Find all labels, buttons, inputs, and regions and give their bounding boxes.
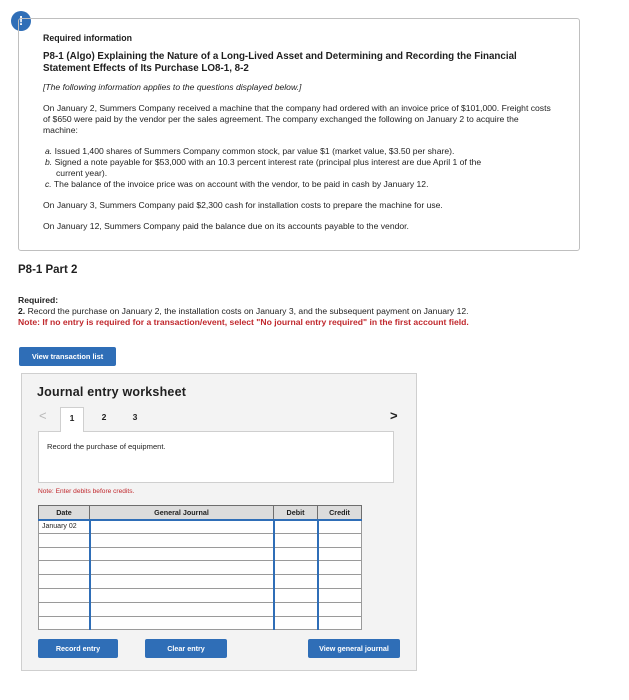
list-item-continuation: current year). <box>56 168 108 178</box>
table-row <box>39 561 362 575</box>
date-cell[interactable] <box>39 575 90 589</box>
list-item: a. Issued 1,400 shares of Summers Company common stock, par value $1 (market value, $3.50 per share). <box>45 146 455 156</box>
date-cell[interactable]: January 02 <box>39 520 90 534</box>
debit-cell[interactable] <box>274 533 318 547</box>
table-row <box>39 547 362 561</box>
credit-cell[interactable] <box>318 602 362 616</box>
debit-credit-note: Note: Enter debits before credits. <box>38 488 135 495</box>
account-cell[interactable] <box>90 547 274 561</box>
exchange-list <box>43 146 555 190</box>
date-cell[interactable] <box>39 602 90 616</box>
account-cell[interactable] <box>90 616 274 630</box>
table-row <box>39 520 362 534</box>
credit-cell[interactable] <box>318 561 362 575</box>
entry-instruction: Record the purchase of equipment. <box>38 431 394 483</box>
debit-cell[interactable] <box>274 547 318 561</box>
chevron-left-icon[interactable]: < <box>39 408 47 423</box>
problem-title: P8-1 (Algo) Explaining the Nature of a Long-Lived Asset and Determining and Recording the Financial Statement Effects of Its Purchase LO8-1, 8-2 <box>43 51 517 74</box>
view-general-journal-button[interactable]: View general journal <box>308 639 400 658</box>
debit-cell[interactable] <box>274 520 318 534</box>
debit-cell[interactable] <box>274 561 318 575</box>
table-row <box>39 575 362 589</box>
column-header-general-journal: General Journal <box>90 506 274 520</box>
table-row <box>39 616 362 630</box>
info-intro: On January 2, Summers Company received a machine that the company had ordered with an invoice price of $101,000. Freight costs of $650 were paid by the vendor per the sales agreement. The company exchanged the following on January 2 to acquire the machine: <box>43 103 551 135</box>
tab-2[interactable]: 2 <box>101 412 107 422</box>
part-heading: P8-1 Part 2 <box>18 264 78 276</box>
credit-cell[interactable] <box>318 547 362 561</box>
chevron-right-icon[interactable]: > <box>390 408 398 423</box>
worksheet-title: Journal entry worksheet <box>37 385 187 399</box>
column-header-debit: Debit <box>274 506 318 520</box>
view-transaction-list-button[interactable]: View transaction list <box>19 347 116 366</box>
tab-1[interactable]: 1 <box>60 407 84 432</box>
account-cell[interactable] <box>90 588 274 602</box>
debit-cell[interactable] <box>274 575 318 589</box>
debit-cell[interactable] <box>274 616 318 630</box>
alert-icon: ! <box>11 11 31 31</box>
table-row <box>39 602 362 616</box>
debit-cell[interactable] <box>274 602 318 616</box>
credit-cell[interactable] <box>318 533 362 547</box>
debit-cell[interactable] <box>274 588 318 602</box>
column-header-date: Date <box>39 506 90 520</box>
date-cell[interactable] <box>39 588 90 602</box>
tab-3[interactable]: 3 <box>132 412 138 422</box>
journal-table <box>38 505 362 630</box>
required-note: Note: If no entry is required for a transaction/event, select "No journal entry required" in the first account field. <box>18 317 469 327</box>
required-text: 2. Record the purchase on January 2, the installation costs on January 3, and the subsequent payment on January 12. <box>18 306 469 316</box>
journal-entry-worksheet <box>21 373 417 671</box>
date-cell[interactable] <box>39 561 90 575</box>
required-label: Required: <box>18 295 59 305</box>
account-cell[interactable] <box>90 520 274 534</box>
account-cell[interactable] <box>90 533 274 547</box>
credit-cell[interactable] <box>318 575 362 589</box>
info-jan12: On January 12, Summers Company paid the balance due on its accounts payable to the vendor. <box>43 221 409 231</box>
info-heading: Required information <box>43 33 132 43</box>
required-block <box>18 295 469 328</box>
required-information-panel <box>18 18 580 251</box>
date-cell[interactable] <box>39 547 90 561</box>
credit-cell[interactable] <box>318 616 362 630</box>
clear-entry-button[interactable]: Clear entry <box>145 639 227 658</box>
column-header-credit: Credit <box>318 506 362 520</box>
info-jan3: On January 3, Summers Company paid $2,300 cash for installation costs to prepare the machine for use. <box>43 200 443 210</box>
account-cell[interactable] <box>90 602 274 616</box>
credit-cell[interactable] <box>318 588 362 602</box>
date-cell[interactable] <box>39 533 90 547</box>
list-item: c. The balance of the invoice price was on account with the vendor, to be paid in cash by January 12. <box>45 179 429 189</box>
info-italic-note: [The following information applies to the questions displayed below.] <box>43 82 302 92</box>
list-item: b. Signed a note payable for $53,000 with an 10.3 percent interest rate (principal plus interest are due April 1 of the <box>45 157 482 167</box>
table-row <box>39 588 362 602</box>
date-cell[interactable] <box>39 616 90 630</box>
table-row <box>39 533 362 547</box>
account-cell[interactable] <box>90 561 274 575</box>
account-cell[interactable] <box>90 575 274 589</box>
credit-cell[interactable] <box>318 520 362 534</box>
record-entry-button[interactable]: Record entry <box>38 639 118 658</box>
